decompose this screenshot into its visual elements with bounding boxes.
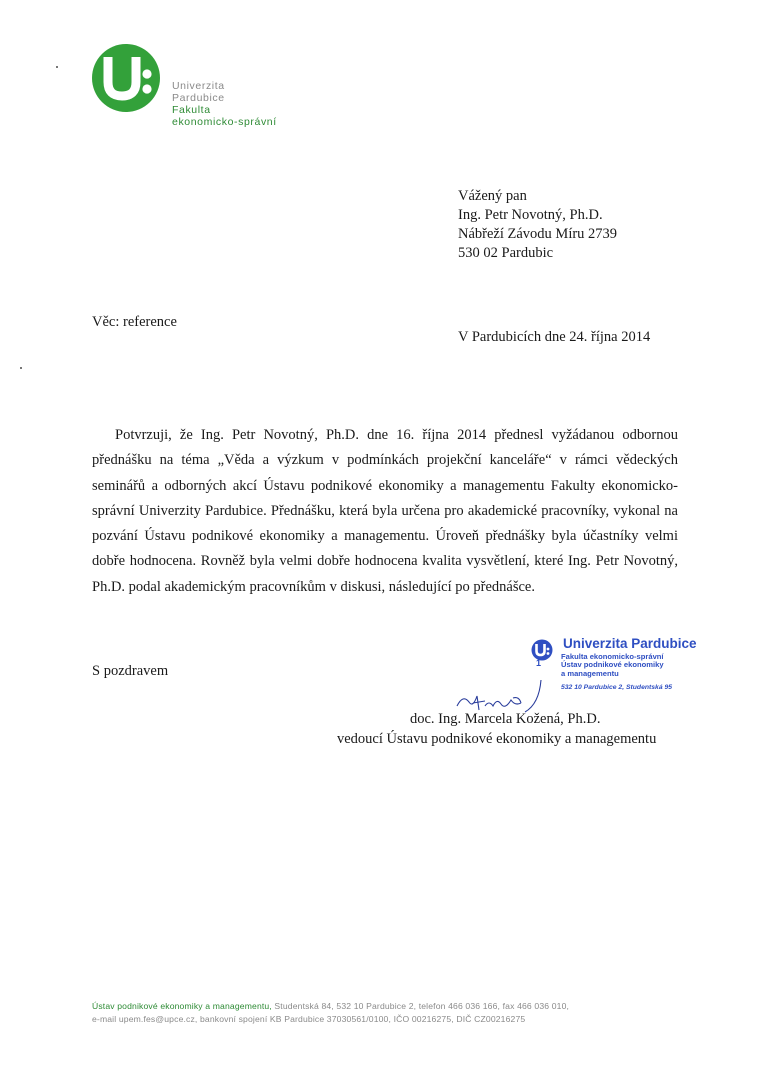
logo-u-mark-icon [92,44,160,112]
addressee-city: 530 02 Pardubic [458,245,554,261]
stamp-logo-icon [531,639,553,661]
stamp-number: 1 [536,658,542,668]
stamp-line-faculty: Fakulta ekonomicko-správní [561,652,664,661]
stamp-title: Univerzita Pardubice [563,636,697,651]
letter-footer [92,1000,569,1025]
stamp-line-department-cont: a managementu [561,668,619,678]
stamp-address: 532 10 Pardubice 2, Studentská 95 [561,684,673,691]
addressee-street: Nábřeží Závodu Míru 2739 [458,226,618,242]
stamp-lines [561,653,664,678]
scan-speck [56,66,58,68]
footer-line-1 [92,1000,569,1013]
stamp-line-department: Ústav podnikové ekonomiky [561,660,664,670]
signatory-role: vedoucí Ústavu podnikové ekonomiky a managementu [337,731,657,747]
addressee-block [458,187,617,263]
signatory-name: doc. Ing. Marcela Kožená, Ph.D. [410,711,601,727]
place-and-date: V Pardubicích dne 24. října 2014 [458,329,651,345]
letterhead-text [172,80,277,128]
letterhead-city: Pardubice [172,92,225,104]
footer-department: Ústav podnikové ekonomiky a managementu, [92,1001,272,1011]
footer-line-2: e-mail upem.fes@upce.cz, bankovní spojení KB Pardubice 37030561/0100, IČO 00216275, DIČ CZ00216275 [92,1013,526,1024]
letterhead-faculty: Fakulta [172,104,211,116]
footer-address: Studentská 84, 532 10 Pardubice 2, telefon 466 036 166, fax 466 036 010, [271,1001,570,1011]
letter-body: Potvrzuji, že Ing. Petr Novotný, Ph.D. dne 16. října 2014 přednesl vyžádanou odbornou přednášku na téma „Věda a výzkum v podmínkách projekční kanceláře“ v rámci vědeckých seminářů a odborných akcí Ústavu podnikové ekonomiky a managementu Fakulty ekonomicko-správní Univerzity Pardubice. Přednášku, která byla určena pro akademické pracovníky, vykonal na pozvání Ústavu podnikové ekonomiky a managementu. Úroveň přednášky byla účastníky velmi dobře hodnocena. Rovněž byla velmi dobře hodnocena kvalita vysvětlení, které Ing. Petr Novotný, Ph.D. podal akademickým pracovníkům v diskusi, následující po přednášce. [92,427,678,595]
letterhead-faculty-name: ekonomicko-správní [172,116,277,128]
closing-greeting: S pozdravem [92,663,169,679]
addressee-salutation: Vážený pan [458,188,527,204]
addressee-name: Ing. Petr Novotný, Ph.D. [458,207,603,223]
letter-subject: Věc: reference [92,314,177,330]
scan-speck [20,367,22,369]
university-logo [92,44,160,112]
letterhead-university: Univerzita [172,80,225,92]
